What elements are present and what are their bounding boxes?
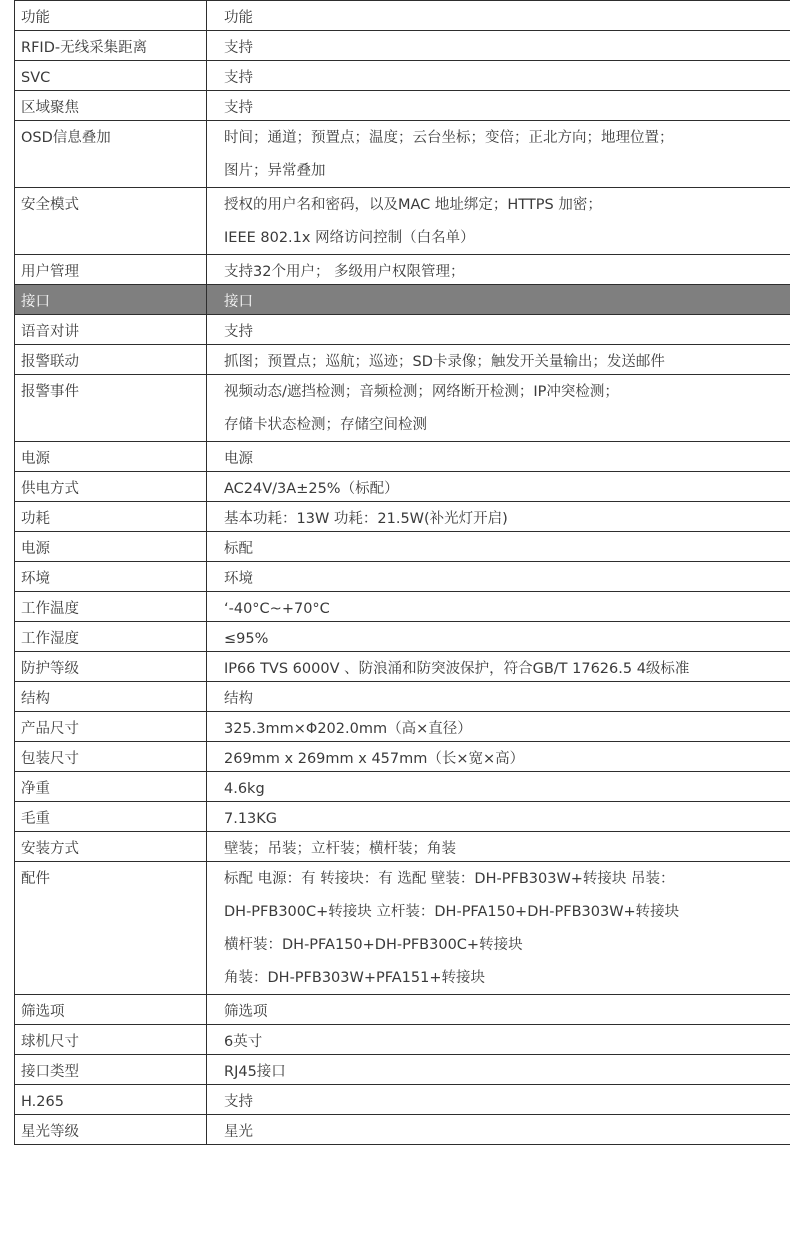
row-value [207, 345, 790, 375]
row-value-line: 支持 [224, 40, 253, 56]
row-value [207, 862, 790, 995]
table-row [15, 345, 790, 375]
row-value [207, 315, 790, 345]
row-value-line: 支持32个用户； 多级用户权限管理； [224, 264, 465, 280]
row-label: 供电方式 [15, 472, 207, 502]
row-value-line: 视频动态/遮挡检测；音频检测；网络断开检测；IP冲突检测； [224, 384, 619, 400]
row-value-line: 4.6kg [224, 781, 265, 797]
row-label: 报警事件 [15, 375, 207, 442]
row-value [207, 61, 790, 91]
row-value-line: IP66 TVS 6000V 、防浪涌和防突波保护，符合GB/T 17626.5 4级标准 [224, 661, 690, 677]
row-label: 安装方式 [15, 832, 207, 862]
row-value [207, 772, 790, 802]
row-value-line: 筛选项 [224, 1004, 268, 1020]
row-value-line: 时间；通道；预置点；温度；云台坐标；变倍；正北方向；地理位置； [224, 130, 674, 146]
row-label: 功耗 [15, 502, 207, 532]
table-row [15, 472, 790, 502]
row-value-line: 授权的用户名和密码，以及MAC 地址绑定；HTTPS 加密； [224, 197, 602, 213]
row-value-line: 6英寸 [224, 1034, 263, 1050]
table-row [15, 121, 790, 188]
table-row [15, 592, 790, 622]
row-value [207, 832, 790, 862]
row-label: 净重 [15, 772, 207, 802]
row-value [207, 1, 790, 31]
row-value-line: 横杆装：DH-PFA150+DH-PFB300C+转接块 [224, 937, 523, 953]
row-value-line: 支持 [224, 324, 253, 340]
row-value-line: ‘-40°C~+70°C [224, 601, 330, 617]
table-row [15, 682, 790, 712]
table-row [15, 652, 790, 682]
row-value [207, 1025, 790, 1055]
table-row [15, 255, 790, 285]
spec-table [14, 0, 790, 1145]
row-label: 球机尺寸 [15, 1025, 207, 1055]
row-value [207, 532, 790, 562]
row-value-line: 325.3mm×Φ202.0mm（高×直径） [224, 721, 472, 737]
table-row [15, 91, 790, 121]
row-value-line: 接口 [224, 294, 253, 310]
row-value-line: 标配 [224, 541, 253, 557]
row-label: 筛选项 [15, 995, 207, 1025]
row-value [207, 442, 790, 472]
table-row [15, 532, 790, 562]
table-row [15, 772, 790, 802]
row-value [207, 255, 790, 285]
row-label: 包装尺寸 [15, 742, 207, 772]
row-label: RFID-无线采集距离 [15, 31, 207, 61]
table-row [15, 442, 790, 472]
row-value-line: 结构 [224, 691, 253, 707]
table-row [15, 862, 790, 995]
table-row [15, 1055, 790, 1085]
row-label: 防护等级 [15, 652, 207, 682]
row-value [207, 91, 790, 121]
table-row [15, 1, 790, 31]
table-row [15, 61, 790, 91]
row-label: 报警联动 [15, 345, 207, 375]
row-value-line: 7.13KG [224, 811, 278, 827]
row-value [207, 285, 790, 315]
row-value-line: 角装：DH-PFB303W+PFA151+转接块 [224, 970, 485, 986]
table-row [15, 802, 790, 832]
table-row [15, 562, 790, 592]
row-value [207, 472, 790, 502]
row-value [207, 562, 790, 592]
row-label: 结构 [15, 682, 207, 712]
row-value-line: IEEE 802.1x 网络访问控制（白名单） [224, 230, 475, 246]
row-label: 区域聚焦 [15, 91, 207, 121]
table-row [15, 315, 790, 345]
row-label: 毛重 [15, 802, 207, 832]
row-label: 环境 [15, 562, 207, 592]
row-label: 电源 [15, 532, 207, 562]
row-value [207, 622, 790, 652]
row-value [207, 375, 790, 442]
table-row [15, 622, 790, 652]
row-value [207, 712, 790, 742]
row-value-line: 抓图；预置点；巡航；巡迹；SD卡录像；触发开关量输出；发送邮件 [224, 354, 665, 370]
table-row [15, 1085, 790, 1115]
row-value-line: 星光 [224, 1124, 253, 1140]
row-value-line: 功能 [224, 10, 253, 26]
spec-table-body [15, 1, 790, 1145]
row-value [207, 742, 790, 772]
row-value [207, 121, 790, 188]
table-row [15, 502, 790, 532]
row-value [207, 995, 790, 1025]
row-label: 用户管理 [15, 255, 207, 285]
row-value [207, 188, 790, 255]
row-value [207, 1085, 790, 1115]
row-label: SVC [15, 61, 207, 91]
row-value [207, 31, 790, 61]
row-value-line: 壁装；吊装；立杆装；横杆装；角装 [224, 841, 456, 857]
row-value-line: AC24V/3A±25%（标配） [224, 481, 399, 497]
table-row [15, 31, 790, 61]
row-label: 星光等级 [15, 1115, 207, 1145]
row-value-line: ≤95% [224, 631, 269, 647]
row-label: 接口 [15, 285, 207, 315]
table-row [15, 375, 790, 442]
row-value-line: 环境 [224, 571, 253, 587]
row-value [207, 1055, 790, 1085]
row-label: 产品尺寸 [15, 712, 207, 742]
row-label: OSD信息叠加 [15, 121, 207, 188]
row-value [207, 502, 790, 532]
table-row [15, 995, 790, 1025]
row-value-line: 存储卡状态检测；存储空间检测 [224, 417, 427, 433]
table-row [15, 712, 790, 742]
row-value-line: RJ45接口 [224, 1064, 286, 1080]
row-value [207, 682, 790, 712]
row-value-line: 支持 [224, 70, 253, 86]
row-label: 工作湿度 [15, 622, 207, 652]
row-value [207, 592, 790, 622]
row-value-line: 支持 [224, 100, 253, 116]
row-value-line: 基本功耗：13W 功耗：21.5W(补光灯开启) [224, 511, 508, 527]
row-label: H.265 [15, 1085, 207, 1115]
row-label: 工作温度 [15, 592, 207, 622]
row-value-line: 269mm x 269mm x 457mm（长×宽×高） [224, 751, 525, 767]
row-label: 配件 [15, 862, 207, 995]
row-label: 安全模式 [15, 188, 207, 255]
row-label: 功能 [15, 1, 207, 31]
table-row [15, 1025, 790, 1055]
table-row [15, 832, 790, 862]
row-value-line: 图片；异常叠加 [224, 163, 326, 179]
row-value [207, 802, 790, 832]
row-label: 语音对讲 [15, 315, 207, 345]
row-label: 电源 [15, 442, 207, 472]
table-row [15, 1115, 790, 1145]
row-value-line: 电源 [224, 451, 253, 467]
row-value-line: DH-PFB300C+转接块 立杆装：DH-PFA150+DH-PFB303W+转接块 [224, 904, 680, 920]
row-value [207, 1115, 790, 1145]
row-label: 接口类型 [15, 1055, 207, 1085]
row-value-line: 标配 电源：有 转接块：有 选配 壁装：DH-PFB303W+转接块 吊装： [224, 871, 675, 887]
table-row [15, 188, 790, 255]
row-value-line: 支持 [224, 1094, 253, 1110]
row-value [207, 652, 790, 682]
table-row [15, 742, 790, 772]
section-header-row [15, 285, 790, 315]
